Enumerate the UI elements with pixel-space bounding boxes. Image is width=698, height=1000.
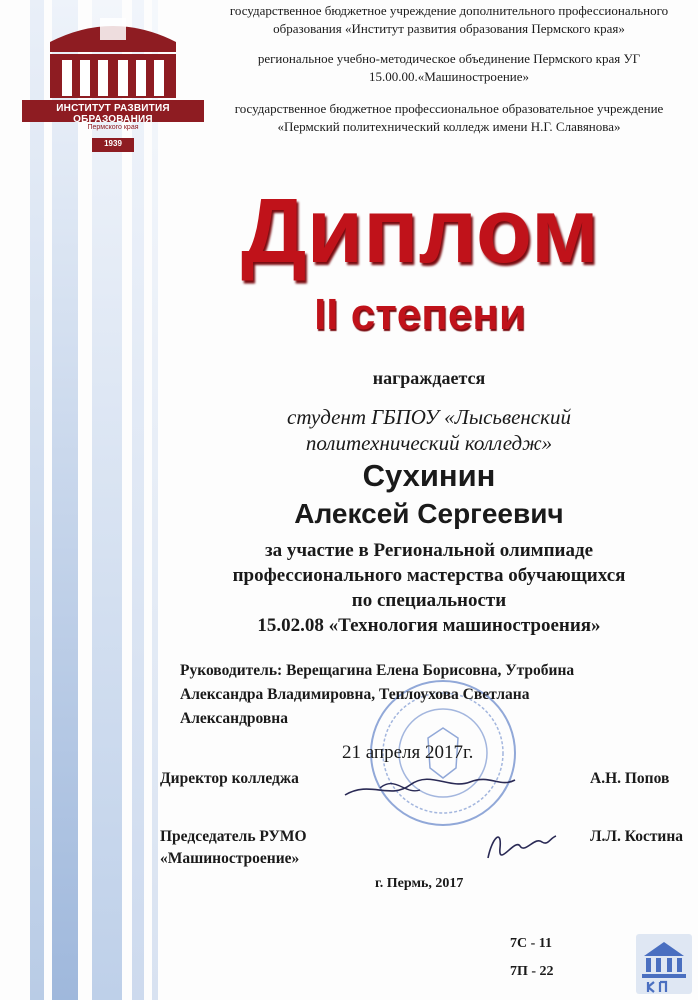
supervisor-line-2: Александра Владимировна, Теплоухова Светлана — [180, 686, 530, 703]
recipient-surname: Сухинин — [362, 458, 496, 493]
header-line-1: государственное бюджетное учреждение дополнительного профессионального — [229, 3, 669, 18]
supervisor-line-1: Руководитель: Верещагина Елена Борисовна, Утробина — [180, 662, 575, 679]
place-year: г. Пермь, 2017 — [375, 876, 464, 891]
header-line-3: региональное учебно-методическое объединение Пермского края УГ — [257, 51, 641, 66]
director-label: Директор колледжа — [160, 770, 299, 787]
institute-building-icon — [22, 8, 204, 158]
diploma-date: 21 апреля 2017г. — [342, 742, 474, 763]
logo-year: 1939 — [104, 139, 122, 148]
header-line-4: 15.00.00.«Машиностроение» — [368, 69, 530, 84]
diploma-degree: II степени — [314, 290, 526, 339]
director-signature — [340, 760, 520, 815]
chair-label-1: Председатель РУМО — [160, 828, 307, 845]
recipient-name: Алексей Сергеевич — [294, 498, 564, 529]
student-line-2: политехнический колледж» — [305, 431, 553, 455]
reason-line-3: по специальности — [351, 590, 507, 611]
reason-line-2: профессионального мастерства обучающихся — [232, 565, 626, 586]
header-line-6: «Пермский политехнический колледж имени Н.Г. Славянова» — [277, 119, 621, 134]
code-2: 7П - 22 — [510, 964, 554, 979]
director-name: А.Н. Попов — [590, 770, 670, 787]
supervisor-line-3: Александровна — [180, 710, 288, 727]
college-emblem-icon — [636, 934, 692, 994]
logo-text: ИНСТИТУТ РАЗВИТИЯ ОБРАЗОВАНИЯ — [56, 103, 170, 125]
chair-name: Л.Л. Костина — [590, 828, 684, 845]
chair-label-2: «Машиностроение» — [160, 850, 300, 867]
institute-logo — [22, 8, 204, 158]
student-line-1: студент ГБПОУ «Лысьвенский — [287, 405, 571, 429]
awarded-label: награждается — [372, 368, 486, 388]
reason-line-1: за участие в Региональной олимпиаде — [264, 540, 594, 561]
header-line-5: государственное бюджетное профессиональное образовательное учреждение — [234, 101, 664, 116]
header-line-2: образования «Институт развития образования Пермского края» — [273, 21, 625, 36]
logo-subtext: Пермского края — [87, 124, 139, 131]
chair-signature — [480, 818, 560, 873]
code-1: 7С - 11 — [510, 936, 552, 951]
diploma-title: Диплом — [241, 180, 599, 282]
reason-line-4: 15.02.08 «Технология машиностроения» — [257, 615, 601, 636]
college-corner-logo — [636, 934, 692, 994]
